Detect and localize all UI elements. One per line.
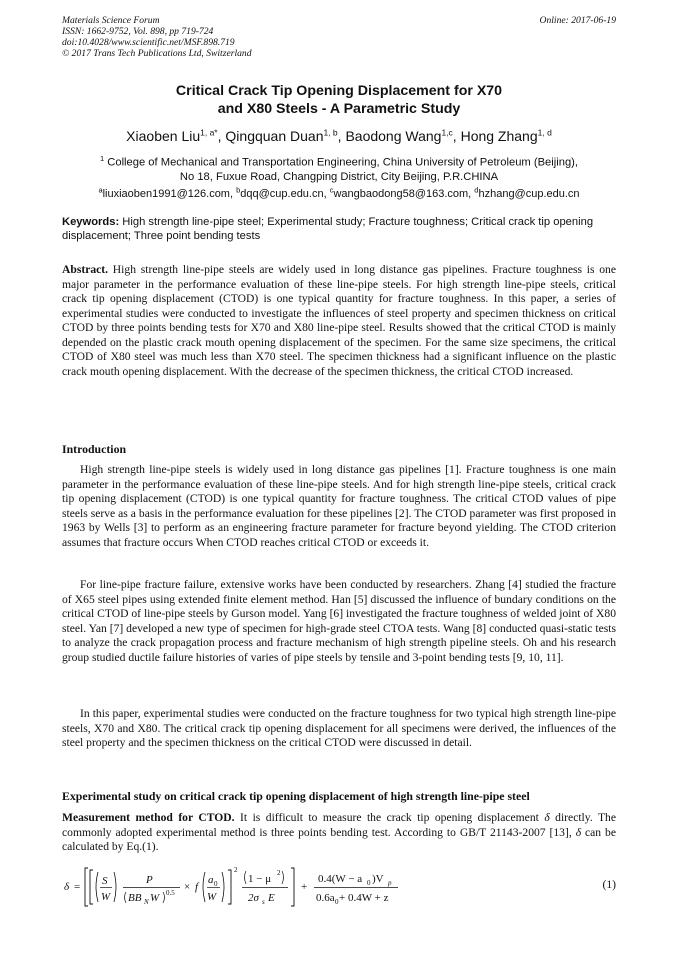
doi[interactable]: doi:10.4028/www.scientific.net/MSF.898.719 (62, 37, 235, 48)
eq-a0: a (208, 874, 214, 886)
author: Hong Zhang$^{1, d}$ (460, 127, 552, 144)
intro-paragraph-1: High strength line-pipe steels is widely used in long distance gas pipelines [1]. Fracture toughness is one main parameter in the performance evaluation of these line-pipe steels. And for high strength line-pipe steels, critical crack tip opening displacement (CTOD) is one typical quantity for fracture toughness. The critical CTOD values of pipe steels serve as a basis in the performance evaluation for these pipelines [2]. The CTOD parameter was first proposed in 1963 by Wells [3] to perform as an engineering fracture parameter for fracture beyond yielding. The CTOD criterion assumes that fracture occurs When CTOD reaches critical CTOD or exceeds it. (62, 463, 616, 549)
measurement-label: Measurement method for CTOD. (62, 811, 235, 824)
abstract (62, 263, 616, 379)
title-line-2: and X80 Steels - A Parametric Study (217, 101, 461, 117)
svg-text:0.5: 0.5 (166, 889, 175, 897)
issn: ISSN: 1662-9752, Vol. 898, pp 719-724 (62, 26, 214, 37)
email[interactable]: $^b$dqq@cup.edu.cn, (236, 185, 330, 200)
paper-title (62, 82, 616, 118)
svg-text:p: p (388, 879, 392, 887)
journal-meta (62, 15, 252, 59)
eq-times: × (184, 881, 191, 893)
abstract-text: High strength line-pipe steels are widely used in long distance gas pipelines. Fracture toughness is one major parameter in the performance evaluation of these line-pipe steels. For high strength line-pipe steels, critical crack tip opening displacement (CTOD) is one typical quantity for fracture toughness. In this paper, a series of experimental studies were conducted to investigate the influences of steel property and specimen thickness on critical CTOD by three points bending tests for X70 and X80 line-pipe steel. Results showed that the critical CTOD is mainly depended on the plastic crack mouth opening displacement of the specimen. For the same size specimens, the critical CTOD of X80 steel was much less than X70 steel. The specimen thickness had a significant influence on the plastic crack mouth opening displacement. With the decrease of the specimen thickness, the critical CTOD increased. (62, 263, 616, 378)
journal-name: Materials Science Forum (62, 15, 160, 26)
affiliation-line-2: No 18, Fuxue Road, Changping District, City Beijing, P.R.CHINA (179, 170, 499, 183)
online-date: Online: 2017-06-19 (539, 15, 616, 26)
eq-numerator: 0.4(W − a (318, 873, 363, 885)
keywords (62, 215, 616, 243)
svg-text:)V: )V (372, 873, 384, 885)
introduction-heading: Introduction (62, 442, 127, 456)
author: Baodong Wang$^{1,c}$, (345, 127, 461, 144)
email[interactable]: $^c$wangbaodong58@163.com, (329, 185, 475, 200)
eq-two-sigma: 2σ (248, 892, 259, 904)
eq-f: f (195, 881, 199, 893)
keywords-label: Keywords: (62, 216, 120, 228)
measurement-paragraph: Measurement method for CTOD. It is difficult to measure the crack tip opening displacement δ directly. The commonly adopted experimental method is three points bending test. According to GB/T 21143-2007 [13], δ can be calculated by Eq.(1). (62, 811, 617, 853)
intro-paragraph-3: In this paper, experimental studies were conducted on the fracture toughness for two typical high strength line-pipe steels, X70 and X80. The critical crack tip opening displacement for all specimens were derived, the influences of the steel property and the specimen thickness on the critical CTOD were discussed in detail. (62, 707, 616, 749)
author: Qingquan Duan$^{1, b}$, (225, 127, 346, 144)
svg-text:0: 0 (335, 898, 339, 906)
eq-P: P (146, 874, 153, 886)
affiliation-line-1: College of Mechanical and Transportation Engineering, China University of Petroleum (Beijing), (107, 156, 579, 169)
author-list (62, 123, 616, 145)
section-heading: Experimental study on critical crack tip opening displacement of high strength line-pipe steel (62, 789, 530, 803)
svg-text:N: N (144, 898, 149, 906)
email[interactable]: $^d$hzhang@cup.edu.cn (474, 185, 580, 200)
eq-delta: δ (64, 881, 70, 893)
affiliation: $^1$ College of Mechanical and Transportation Engineering, China University of Petroleum (Beijing), No 18, Fuxue Road, Changping District, City Beijing, P.R.CHINA (62, 152, 616, 184)
eq-denominator: 0.6a (316, 892, 335, 904)
svg-text:2: 2 (234, 866, 238, 874)
title-line-1: Critical Crack Tip Opening Displacement for X70 (175, 83, 503, 99)
eq-S: S (102, 875, 108, 887)
eq-BBN: BB (128, 892, 142, 904)
copyright: © 2017 Trans Tech Publications Ltd, Switzerland (62, 48, 252, 59)
svg-text:W: W (207, 891, 217, 903)
svg-text:0: 0 (214, 880, 218, 888)
author: Xiaoben Liu$^{1, a*}$, (126, 127, 226, 144)
equation-1 (62, 862, 616, 912)
abstract-label: Abstract. (62, 263, 109, 276)
eq-plus: + (301, 881, 308, 893)
eq-equals: = (74, 881, 81, 893)
keywords-text: High strength line-pipe steel; Experimental study; Fracture toughness; Critical crack tip opening displacement; Three point bending tests (62, 216, 594, 242)
equation-number: (1) (602, 878, 616, 891)
svg-text:2: 2 (277, 869, 281, 877)
intro-paragraph-2: For line-pipe fracture failure, extensive works have been conducted by researchers. Zhang [4] studied the fracture of X65 steel pipes using extended finite element method. Han [5] discussed the influence of bundary conditions on the critical CTOD of line-pipe steels by Gurson model. Yang [6] investigated the fracture toughness of welded joint of X80 steel. Yan [7] developed a new type of specimen for high-grade steel CTOA tests. Wang [8] conducted quasi-static tests to analyze the crack propagation process and fracture mechanism of high strength pipeline steels. Oh and his research group studied ductile failure histories of varies of pipe steels by tensile and 3-point bending tests [9, 10, 11]. (62, 578, 616, 664)
eq-one-minus-mu: 1 − μ (248, 873, 272, 885)
svg-text:E: E (268, 892, 275, 904)
svg-text:+ 0.4W + z: + 0.4W + z (339, 892, 389, 904)
svg-text:W: W (150, 892, 160, 904)
svg-text:s: s (262, 898, 265, 906)
email[interactable]: $^a$liuxiaoben1991@126.com, (98, 185, 237, 200)
email-list (62, 183, 616, 201)
eq-W: W (101, 891, 111, 903)
svg-text:0: 0 (367, 879, 371, 887)
